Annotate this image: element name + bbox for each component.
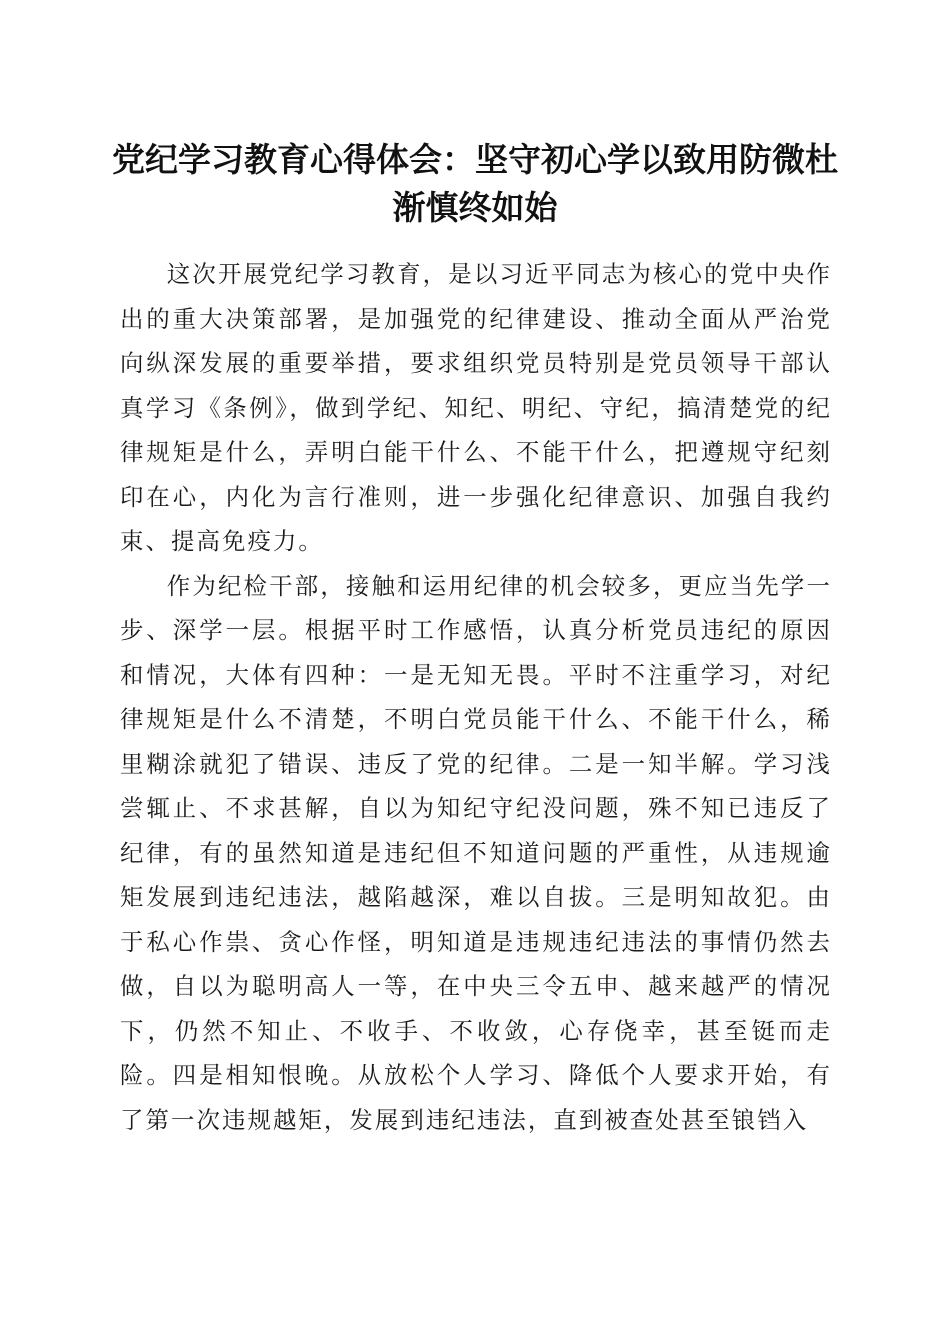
document-body xyxy=(120,252,832,1142)
paragraph-2: 作为纪检干部，接触和运用纪律的机会较多，更应当先学一步、深学一层。根据平时工作感悟，认真分析党员违纪的原因和情况，大体有四种：一是无知无畏。平时不注重学习，对纪律规矩是什么不清楚，不明白党员能干什么、不能干什么，稀里糊涂就犯了错误、违反了党的纪律。二是一知半解。学习浅尝辄止、不求甚解，自以为知纪守纪没问题，殊不知已违反了纪律，有的虽然知道是违纪但不知道问题的严重性，从违规逾矩发展到违纪违法，越陷越深，难以自拔。三是明知故犯。由于私心作祟、贪心作怪，明知道是违规违纪违法的事情仍然去做，自以为聪明高人一等，在中央三令五申、越来越严的情况下，仍然不知止、不收手、不收敛，心存侥幸，甚至铤而走险。四是相知恨晚。从放松个人学习、降低个人要求开始，有了第一次违规越矩，发展到违纪违法，直到被查处甚至锒铛入 xyxy=(120,571,832,1134)
paragraph-1: 这次开展党纪学习教育，是以习近平同志为核心的党中央作出的重大决策部署，是加强党的纪律建设、推动全面从严治党向纵深发展的重要举措，要求组织党员特别是党员领导干部认真学习《条例》，做到学纪、知纪、明纪、守纪，搞清楚党的纪律规矩是什么，弄明白能干什么、不能干什么，把遵规守纪刻印在心，内化为言行准则，进一步强化纪律意识、加强自我约束、提高免疫力。 xyxy=(120,260,832,555)
document-title: 党纪学习教育心得体会：坚守初心学以致用防微杜渐慎终如始 xyxy=(112,140,838,227)
